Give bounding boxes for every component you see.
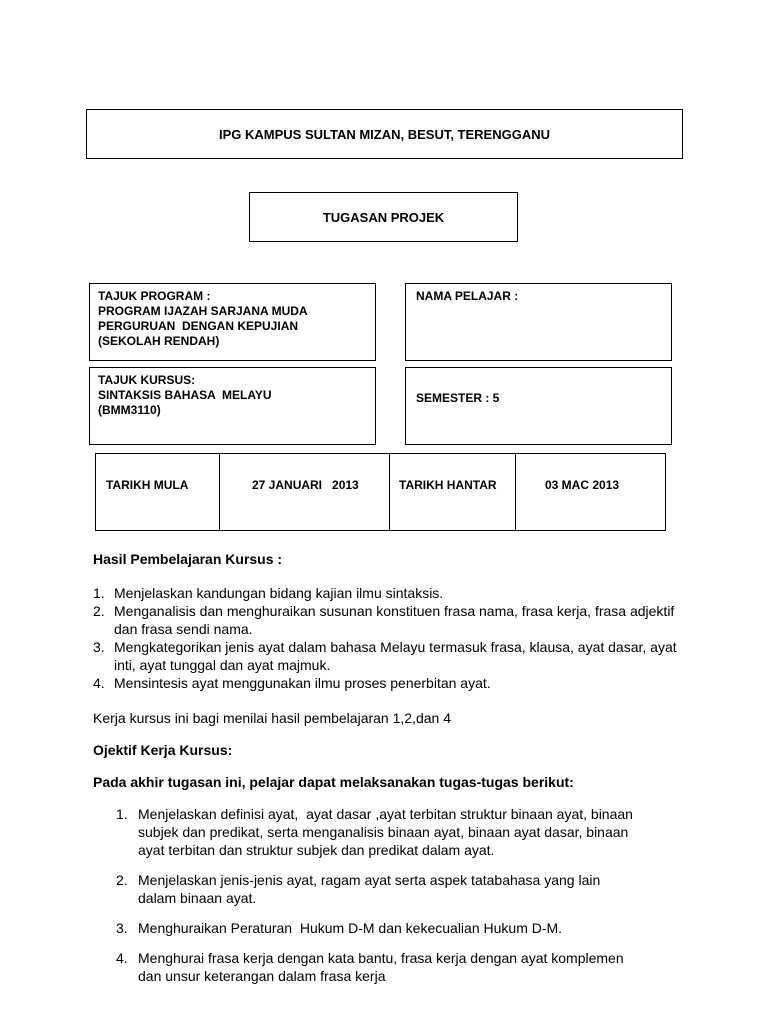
course-line-2: (BMM3110) bbox=[98, 403, 161, 417]
start-date-value: 27 JANUARI 2013 bbox=[252, 478, 359, 492]
start-date-value-cell bbox=[220, 454, 390, 530]
program-box bbox=[89, 283, 376, 361]
doc-type-title: TUGASAN PROJEK bbox=[322, 209, 445, 225]
student-name-label: NAMA PELAJAR : bbox=[416, 289, 519, 303]
list-item: 1. Menjelaskan kandungan bidang kajian ilmu sintaksis. bbox=[93, 585, 444, 601]
institution-title: IPG KAMPUS SULTAN MIZAN, BESUT, TERENGGANU bbox=[218, 126, 551, 142]
list-item: 3. Mengkategorikan jenis ayat dalam bahasa Melayu termasuk frasa, klausa, ayat dasar, ayat inti, ayat tunggal dan ayat majmuk. bbox=[93, 639, 677, 673]
learning-outcomes-list bbox=[93, 584, 693, 692]
course-label: TAJUK KURSUS: bbox=[98, 373, 196, 387]
list-item: 4. Mensintesis ayat menggunakan ilmu proses penerbitan ayat. bbox=[93, 675, 491, 691]
program-line-3: (SEKOLAH RENDAH) bbox=[98, 334, 220, 348]
institution-title-box bbox=[86, 109, 683, 159]
start-date-label-cell bbox=[96, 454, 220, 530]
list-item: 2. Menganalisis dan menghuraikan susunan konstituen frasa nama, frasa kerja, frasa adjektif dan frasa sendi nama. bbox=[93, 603, 675, 637]
assessment-note: Kerja kursus ini bagi menilai hasil pembelajaran 1,2,dan 4 bbox=[93, 710, 451, 726]
course-line-1: SINTAKSIS BAHASA MELAYU bbox=[98, 388, 272, 402]
semester-text: SEMESTER : 5 bbox=[416, 391, 500, 405]
list-item: 4. Menghurai frasa kerja dengan kata bantu, frasa kerja dengan ayat komplemen dan unsur keterangan dalam frasa kerja bbox=[116, 950, 624, 984]
learning-outcomes-heading: Hasil Pembelajaran Kursus : bbox=[93, 551, 283, 567]
course-box bbox=[89, 367, 376, 445]
program-label: TAJUK PROGRAM : bbox=[98, 289, 211, 303]
submit-date-label-cell bbox=[390, 454, 516, 530]
program-line-2: PERGURUAN DENGAN KEPUJIAN bbox=[98, 319, 299, 333]
objectives-list bbox=[116, 805, 636, 997]
submit-date-value: 03 MAC 2013 bbox=[545, 478, 620, 492]
semester-box bbox=[405, 367, 672, 445]
list-item: 3. Menghuraikan Peraturan Hukum D-M dan kekecualian Hukum D-M. bbox=[116, 920, 563, 936]
objectives-heading: Ojektif Kerja Kursus: bbox=[93, 742, 233, 758]
doc-type-box bbox=[249, 192, 518, 242]
list-item: 1. Menjelaskan definisi ayat, ayat dasar ,ayat terbitan struktur binaan ayat, binaan subjek dan predikat, serta menganalisis binaan ayat, binaan ayat dasar, binaan ayat terbitan dan struktur subjek dan predikat dalam ayat. bbox=[116, 806, 637, 858]
list-item: 2. Menjelaskan jenis-jenis ayat, ragam ayat serta aspek tatabahasa yang lain dalam binaan ayat. bbox=[116, 872, 601, 906]
dates-table bbox=[95, 453, 666, 531]
start-date-label: TARIKH MULA bbox=[106, 478, 189, 492]
submit-date-label: TARIKH HANTAR bbox=[399, 478, 497, 492]
program-line-1: PROGRAM IJAZAH SARJANA MUDA bbox=[98, 304, 308, 318]
objectives-intro: Pada akhir tugasan ini, pelajar dapat melaksanakan tugas-tugas berikut: bbox=[93, 774, 574, 790]
student-name-box bbox=[405, 283, 672, 361]
submit-date-value-cell bbox=[516, 454, 665, 530]
